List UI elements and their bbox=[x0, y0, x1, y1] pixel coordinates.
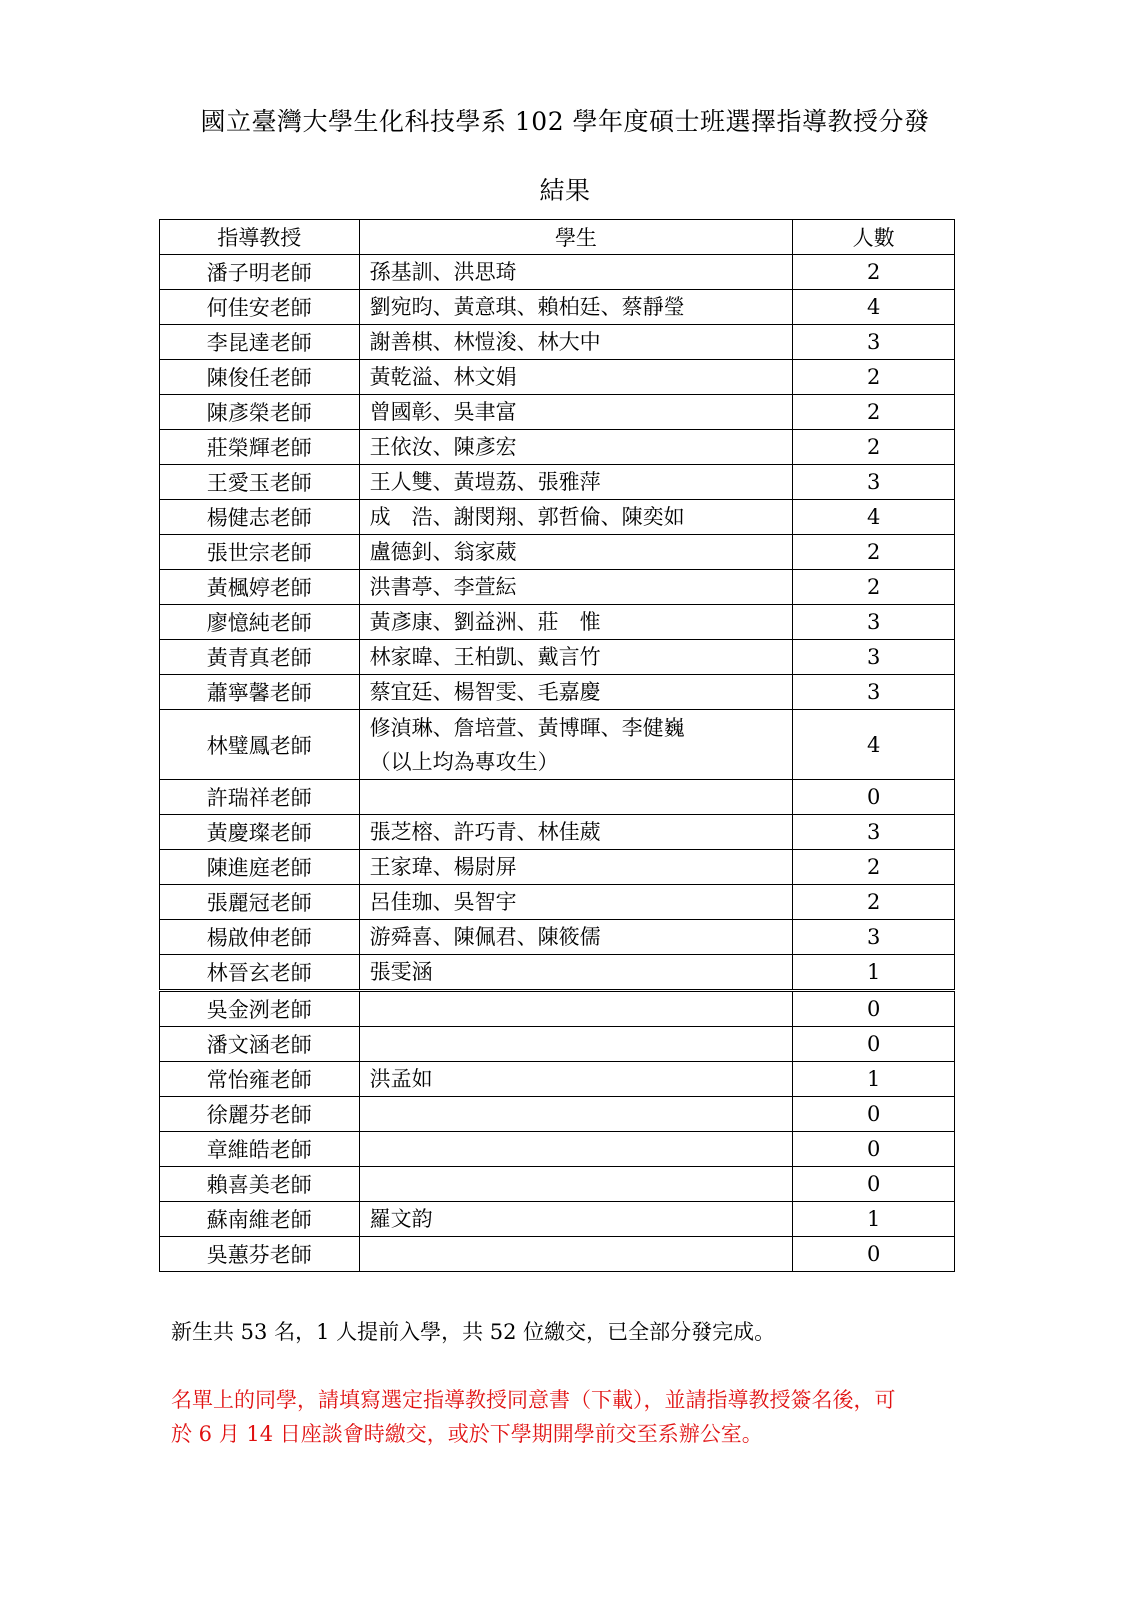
table-row bbox=[160, 710, 955, 780]
student-count: 2 bbox=[793, 395, 955, 430]
student-names: 羅文韵 bbox=[359, 1202, 793, 1237]
table-row bbox=[160, 675, 955, 710]
professor-name: 吳金洌老師 bbox=[160, 991, 360, 1027]
student-count: 1 bbox=[793, 955, 955, 991]
student-names: 盧德釗、翁家葳 bbox=[359, 535, 793, 570]
student-names: 王依汝、陳彥宏 bbox=[359, 430, 793, 465]
professor-name: 蕭寧馨老師 bbox=[160, 675, 360, 710]
professor-name: 蘇南維老師 bbox=[160, 1202, 360, 1237]
table-row bbox=[160, 1237, 955, 1272]
professor-name: 廖憶純老師 bbox=[160, 605, 360, 640]
student-names: 張雯涵 bbox=[359, 955, 793, 991]
student-count: 2 bbox=[793, 885, 955, 920]
table-row bbox=[160, 955, 955, 991]
document-title-continued: 結果 bbox=[539, 176, 591, 205]
student-names-line: 修湞琳、詹培萱、黃博暉、李健巍 bbox=[369, 715, 685, 740]
table-row bbox=[160, 570, 955, 605]
student-count: 3 bbox=[793, 465, 955, 500]
professor-name: 黃青真老師 bbox=[160, 640, 360, 675]
table-row bbox=[160, 991, 955, 1027]
student-names bbox=[359, 1132, 793, 1167]
professor-name: 陳進庭老師 bbox=[160, 850, 360, 885]
student-names bbox=[359, 991, 793, 1027]
table-row bbox=[160, 815, 955, 850]
assignment-table bbox=[159, 219, 955, 1272]
professor-name: 莊榮輝老師 bbox=[160, 430, 360, 465]
professor-name: 章維皓老師 bbox=[160, 1132, 360, 1167]
student-count: 2 bbox=[793, 570, 955, 605]
student-count: 1 bbox=[793, 1062, 955, 1097]
table-row bbox=[160, 465, 955, 500]
table-row bbox=[160, 1027, 955, 1062]
instruction-note-line1: 名單上的同學，請填寫選定指導教授同意書（下載），並請指導教授簽名後，可 bbox=[171, 1388, 896, 1412]
table-row bbox=[160, 605, 955, 640]
student-names: 王家瑋、楊尉屏 bbox=[359, 850, 793, 885]
table-row bbox=[160, 255, 955, 290]
student-names: 蔡宜廷、楊智雯、毛嘉慶 bbox=[359, 675, 793, 710]
professor-name: 黃楓婷老師 bbox=[160, 570, 360, 605]
student-count: 4 bbox=[793, 290, 955, 325]
student-names: 曾國彰、吳聿富 bbox=[359, 395, 793, 430]
table-row bbox=[160, 395, 955, 430]
table-row bbox=[160, 1062, 955, 1097]
table-row bbox=[160, 780, 955, 815]
header-students: 學生 bbox=[359, 220, 793, 255]
student-names bbox=[359, 780, 793, 815]
student-count: 0 bbox=[793, 1132, 955, 1167]
summary-note: 新生共 53 名，1 人提前入學，共 52 位繳交，已全部分發完成。 bbox=[171, 1320, 776, 1344]
professor-name: 許瑞祥老師 bbox=[160, 780, 360, 815]
professor-name: 李昆達老師 bbox=[160, 325, 360, 360]
professor-name: 楊啟伸老師 bbox=[160, 920, 360, 955]
professor-name: 陳俊任老師 bbox=[160, 360, 360, 395]
student-names: 劉宛昀、黃意琪、賴柏廷、蔡靜瑩 bbox=[359, 290, 793, 325]
student-count: 0 bbox=[793, 1097, 955, 1132]
professor-name: 張麗冠老師 bbox=[160, 885, 360, 920]
student-count: 2 bbox=[793, 255, 955, 290]
student-names: 洪孟如 bbox=[359, 1062, 793, 1097]
table-row bbox=[160, 1132, 955, 1167]
table-row bbox=[160, 640, 955, 675]
student-count: 3 bbox=[793, 640, 955, 675]
student-names: 王人雙、黃塏荔、張雅萍 bbox=[359, 465, 793, 500]
student-names: 孫基訓、洪思琦 bbox=[359, 255, 793, 290]
table-row bbox=[160, 325, 955, 360]
student-count: 1 bbox=[793, 1202, 955, 1237]
professor-name: 潘文涵老師 bbox=[160, 1027, 360, 1062]
student-count: 2 bbox=[793, 850, 955, 885]
student-count: 2 bbox=[793, 360, 955, 395]
student-count: 4 bbox=[793, 500, 955, 535]
table-row bbox=[160, 290, 955, 325]
table-row bbox=[160, 360, 955, 395]
table-row bbox=[160, 1167, 955, 1202]
table-header-row bbox=[160, 220, 955, 255]
header-professor: 指導教授 bbox=[160, 220, 360, 255]
professor-name: 常怡雍老師 bbox=[160, 1062, 360, 1097]
student-count: 0 bbox=[793, 780, 955, 815]
professor-name: 張世宗老師 bbox=[160, 535, 360, 570]
professor-name: 徐麗芬老師 bbox=[160, 1097, 360, 1132]
student-count: 0 bbox=[793, 1027, 955, 1062]
student-names: 林家暐、王柏凱、戴言竹 bbox=[359, 640, 793, 675]
professor-name: 何佳安老師 bbox=[160, 290, 360, 325]
student-count: 0 bbox=[793, 1167, 955, 1202]
professor-name: 吳蕙芬老師 bbox=[160, 1237, 360, 1272]
student-names: 洪書葶、李萱紜 bbox=[359, 570, 793, 605]
student-count: 2 bbox=[793, 430, 955, 465]
professor-name: 王愛玉老師 bbox=[160, 465, 360, 500]
document-title: 國立臺灣大學生化科技學系 102 學年度碩士班選擇指導教授分發 bbox=[200, 107, 930, 136]
instruction-note-line2: 於 6 月 14 日座談會時繳交，或於下學期開學前交至系辦公室。 bbox=[171, 1422, 763, 1446]
professor-name: 林晉玄老師 bbox=[160, 955, 360, 991]
student-count: 3 bbox=[793, 920, 955, 955]
table-row bbox=[160, 1097, 955, 1132]
professor-name: 陳彥榮老師 bbox=[160, 395, 360, 430]
student-names bbox=[359, 1027, 793, 1062]
table-row bbox=[160, 920, 955, 955]
student-count: 3 bbox=[793, 605, 955, 640]
student-names: 謝善棋、林愷浚、林大中 bbox=[359, 325, 793, 360]
professor-name: 賴喜美老師 bbox=[160, 1167, 360, 1202]
student-names bbox=[359, 710, 793, 780]
table-row bbox=[160, 885, 955, 920]
professor-name: 楊健志老師 bbox=[160, 500, 360, 535]
student-count: 0 bbox=[793, 1237, 955, 1272]
student-count: 3 bbox=[793, 325, 955, 360]
table-row bbox=[160, 500, 955, 535]
student-names bbox=[359, 1237, 793, 1272]
student-names: 成 浩、謝閔翔、郭哲倫、陳奕如 bbox=[359, 500, 793, 535]
student-count: 2 bbox=[793, 535, 955, 570]
student-names: 黃彥康、劉益洲、莊 惟 bbox=[359, 605, 793, 640]
table-row bbox=[160, 850, 955, 885]
table-row bbox=[160, 535, 955, 570]
student-names: 呂佳珈、吳智宇 bbox=[359, 885, 793, 920]
header-count: 人數 bbox=[793, 220, 955, 255]
professor-name: 林璧鳳老師 bbox=[160, 710, 360, 780]
student-names bbox=[359, 1097, 793, 1132]
student-count: 0 bbox=[793, 991, 955, 1027]
student-count: 3 bbox=[793, 675, 955, 710]
professor-name: 黃慶璨老師 bbox=[160, 815, 360, 850]
table-body bbox=[160, 255, 955, 1272]
student-count: 3 bbox=[793, 815, 955, 850]
student-names: 張芝榕、許巧青、林佳葳 bbox=[359, 815, 793, 850]
student-count: 4 bbox=[793, 710, 955, 780]
student-names: 黃乾溢、林文娟 bbox=[359, 360, 793, 395]
student-names: 游舜喜、陳佩君、陳筱儒 bbox=[359, 920, 793, 955]
student-names-note: （以上均為專攻生） bbox=[369, 749, 559, 774]
table-row bbox=[160, 430, 955, 465]
professor-name: 潘子明老師 bbox=[160, 255, 360, 290]
table-row bbox=[160, 1202, 955, 1237]
student-names bbox=[359, 1167, 793, 1202]
